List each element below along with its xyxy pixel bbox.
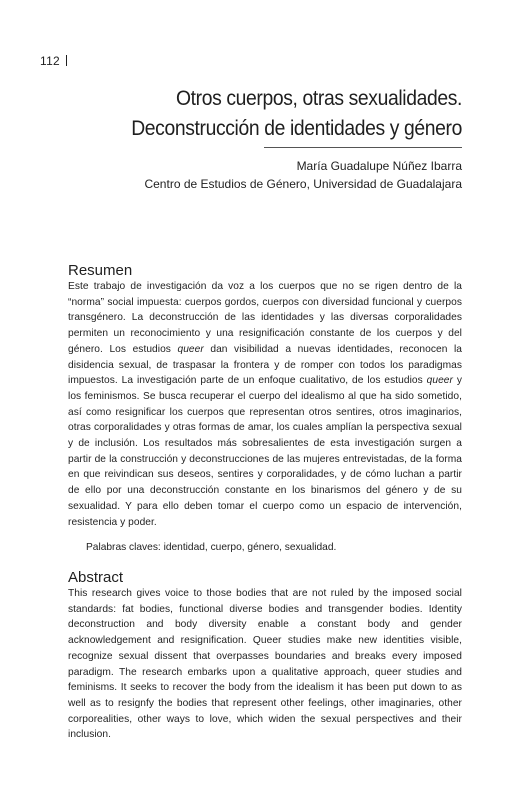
author-affiliation: Centro de Estudios de Género, Universidad de Guadalajara (144, 177, 462, 191)
page-number (40, 54, 67, 68)
resumen-text-part3: y los feminismos. Se busca recuperar el cuerpo del idealismo al que ha sido sometido, así como resignificar los cuerpos que representan otros sentires, otros imaginarios, otras corporalidades y otras formas de amar, los cuales amplían la perspectiva sexual y de inclusión. Los resultados más sobresalientes de esta investigación surgen a partir de la construcción y deconstrucciones de las mujeres entrevistadas, de la forma en que reivindican sus deseos, sentires y corporalidades, y de cómo luchan a partir de ello por una deconstrucción constante en los binarismos del género y de su sexualidad. Y para ello deben tomar el cuerpo como un espacio de intervención, resistencia y poder. (68, 375, 462, 528)
resumen-keywords: Palabras claves: identidad, cuerpo, género, sexualidad. (86, 542, 337, 553)
page-number-separator (66, 55, 67, 66)
article-title (76, 84, 462, 144)
author-name: María Guadalupe Núñez Ibarra (296, 159, 462, 173)
page-number-value: 112 (40, 54, 61, 68)
resumen-body (68, 279, 462, 530)
resumen-term-queer-2: queer (426, 375, 453, 387)
abstract-heading: Abstract (68, 569, 124, 586)
resumen-text-part2: dan visibilidad a nuevas identidades, reconocen la disidencia sexual, de traspasar la frontera y de romper con todos los paradigmas impuestos. La investigación parte de un enfoque cualitativo, de los estudios (68, 343, 462, 387)
author-block (82, 157, 462, 193)
article-title-line1: Otros cuerpos, otras sexualidades. (175, 87, 462, 110)
title-divider (264, 147, 462, 148)
abstract-body: This research gives voice to those bodies that are not ruled by the imposed social standards: fat bodies, functional diverse bodies and transgender bodies. Identity deconstruction and body diversity enable a constant body and gender acknowledgement and resignification. Queer studies make new identities visible, recognize sexual dissent that overpasses boundaries and breaks every imposed paradigm. The research embarks upon a qualitative approach, queer studies and feminisms. It seeks to recover the body from the idealism it has been put down to as well as to resignfy the bodies that represent other feelings, other imaginaries, other corporealities, other ways to love, which widen the sexual perspectives and their inclusion. (68, 588, 462, 741)
resumen-heading: Resumen (68, 262, 133, 279)
article-title-line2: Deconstrucción de identidades y género (131, 117, 462, 140)
resumen-term-queer-1: queer (177, 343, 204, 355)
resumen-text-part1: Este trabajo de investigación da voz a los cuerpos que no se rigen dentro de la “norma” social impuesta: cuerpos gordos, cuerpos con diversidad funcional y cuerpos transgénero. La deconstrucción de las identidades y las diversas corporalidades permiten un reconocimiento y una resignificación constante de los cuerpos y del género. Los estudios (68, 281, 462, 355)
